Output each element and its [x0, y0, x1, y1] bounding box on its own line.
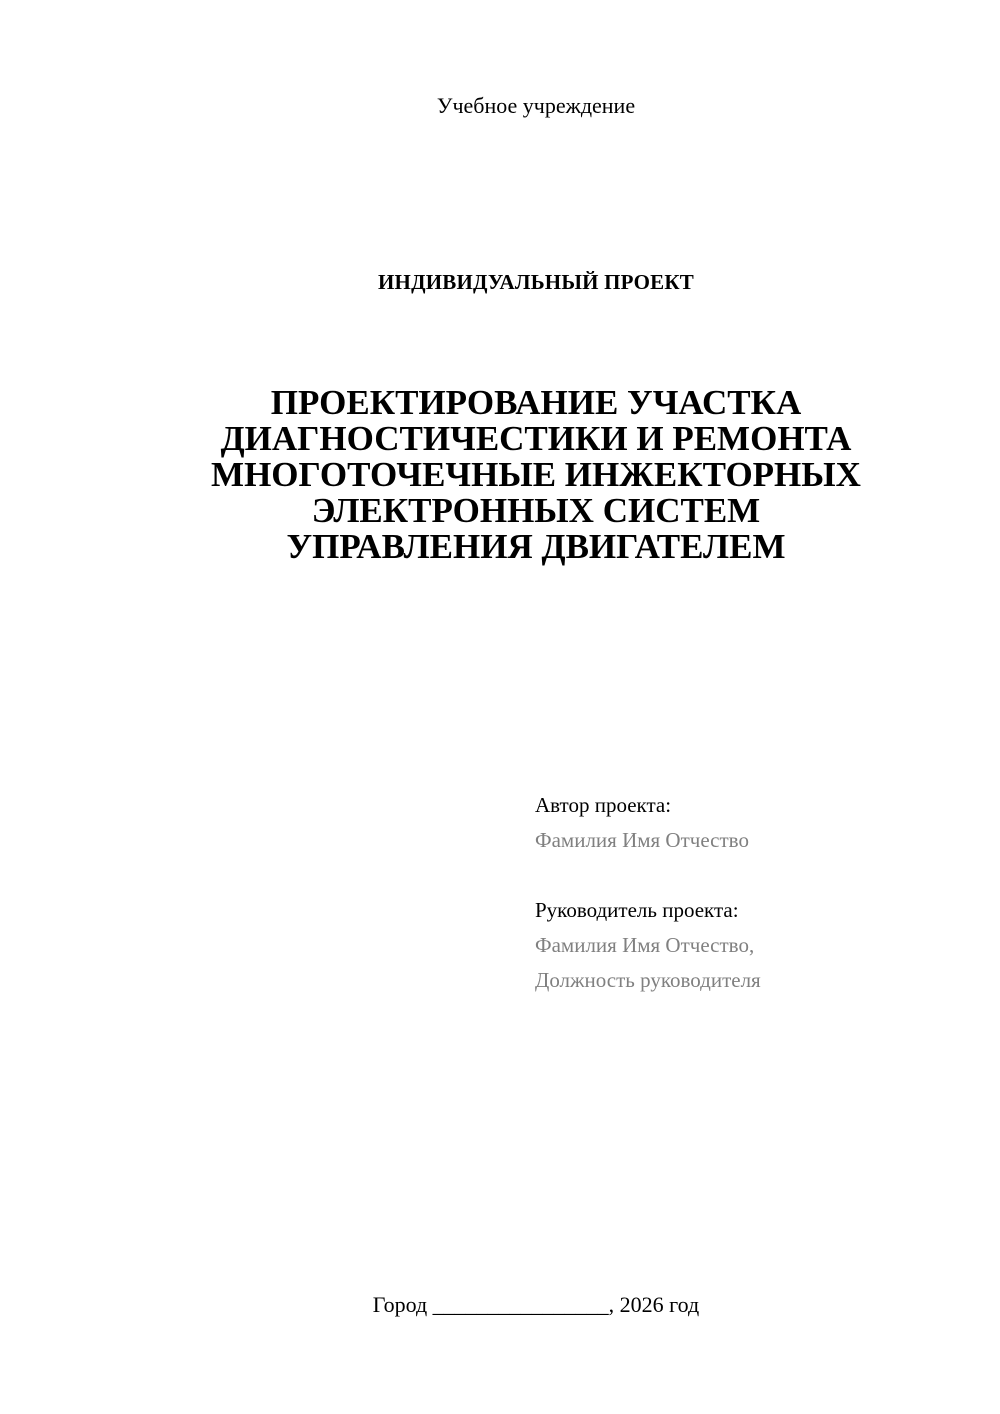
- project-title-line: МНОГОТОЧЕЧНЫЕ ИНЖЕКТОРНЫХ: [211, 455, 861, 494]
- project-title-line: УПРАВЛЕНИЯ ДВИГАТЕЛЕМ: [286, 527, 786, 566]
- institution-name: Учебное учреждение: [436, 93, 636, 118]
- supervisor-name: Фамилия Имя Отчество,: [535, 933, 755, 957]
- supervisor-label: Руководитель проекта:: [535, 898, 739, 922]
- city-year-line: Город ________________, 2026 год: [372, 1292, 700, 1317]
- supervisor-position: Должность руководителя: [535, 968, 761, 992]
- project-title-line: ПРОЕКТИРОВАНИЕ УЧАСТКА: [270, 383, 802, 422]
- author-label: Автор проекта:: [535, 793, 672, 817]
- author-block: [535, 788, 975, 858]
- project-title-line: ЭЛЕКТРОННЫХ СИСТЕМ: [311, 491, 761, 530]
- project-type-label: ИНДИВИДУАЛЬНЫЙ ПРОЕКТ: [378, 270, 694, 294]
- supervisor-block: [535, 893, 975, 998]
- project-title-line: ДИАГНОСТИЧЕСТИКИ И РЕМОНТА: [220, 419, 852, 458]
- project-title: [0, 385, 1000, 565]
- author-name: Фамилия Имя Отчество: [535, 828, 749, 852]
